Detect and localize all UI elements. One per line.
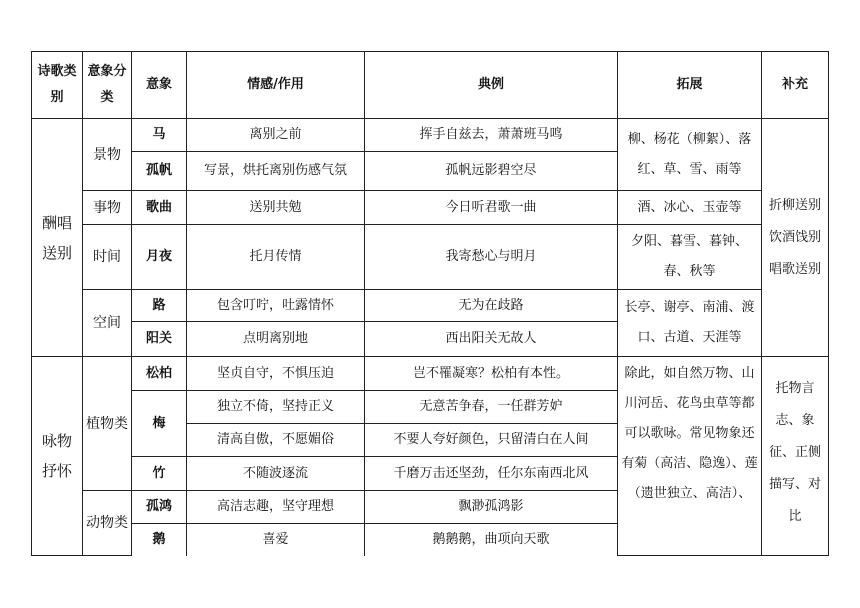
poetry-imagery-table: [31, 51, 829, 556]
image-cell: 梅: [132, 391, 187, 457]
emotion-cell: 托月传情: [187, 225, 365, 290]
emotion-cell: 离别之前: [187, 119, 365, 152]
subcategory-cell: 时间: [83, 225, 132, 290]
header-image-class: 意象分类: [83, 52, 132, 119]
subcategory-cell: 动物类: [83, 491, 132, 556]
image-cell: 鹅: [132, 524, 187, 556]
emotion-cell: 高洁志趣，坚守理想: [187, 491, 365, 524]
extension-cell: 夕阳、暮雪、暮钟、春、秋等: [618, 225, 762, 290]
table-row: [32, 119, 829, 152]
image-cell: 阳关: [132, 322, 187, 357]
table-row: [32, 191, 829, 225]
example-cell: 鹅鹅鹅，曲项向天歌: [365, 524, 618, 556]
image-cell: 松柏: [132, 357, 187, 391]
emotion-cell: 清高自傲，不愿媚俗: [187, 424, 365, 457]
example-cell: 飘渺孤鸿影: [365, 491, 618, 524]
image-cell: 路: [132, 290, 187, 322]
table-row: [32, 225, 829, 290]
example-cell: 西出阳关无故人: [365, 322, 618, 357]
header-example: 典例: [365, 52, 618, 119]
subcategory-cell: 景物: [83, 119, 132, 191]
image-cell: 孤帆: [132, 152, 187, 191]
example-cell: 今日听君歌一曲: [365, 191, 618, 225]
example-cell: 我寄愁心与明月: [365, 225, 618, 290]
example-cell: 无意苦争春，一任群芳妒: [365, 391, 618, 424]
example-cell: 孤帆远影碧空尽: [365, 152, 618, 191]
subcategory-cell: 植物类: [83, 357, 132, 491]
emotion-cell: 写景，烘托离别伤感气氛: [187, 152, 365, 191]
emotion-cell: 喜爱: [187, 524, 365, 556]
extension-cell: 酒、冰心、玉壶等: [618, 191, 762, 225]
category-cell: 咏物抒怀: [32, 357, 83, 556]
example-cell: 不要人夸好颜色，只留清白在人间: [365, 424, 618, 457]
header-extension: 拓展: [618, 52, 762, 119]
emotion-cell: 送别共勉: [187, 191, 365, 225]
extension-cell: 长亭、谢亭、南浦、渡口、古道、天涯等: [618, 290, 762, 357]
extension-cell: 柳、杨花（柳絮）、落红、草、雪、雨等: [618, 119, 762, 191]
example-cell: 岂不罹凝寒？松柏有本性。: [365, 357, 618, 391]
subcategory-cell: 事物: [83, 191, 132, 225]
supplement-cell: 折柳送别饮酒饯别唱歌送别: [762, 119, 829, 357]
example-cell: 挥手自兹去，萧萧班马鸣: [365, 119, 618, 152]
example-cell: 千磨万击还坚劲，任尔东南西北风: [365, 457, 618, 491]
header-supplement: 补充: [762, 52, 829, 119]
emotion-cell: 点明离别地: [187, 322, 365, 357]
image-cell: 歌曲: [132, 191, 187, 225]
header-image: 意象: [132, 52, 187, 119]
emotion-cell: 独立不倚，坚持正义: [187, 391, 365, 424]
category-cell: 酬唱送别: [32, 119, 83, 357]
emotion-cell: 包含叮咛，吐露情怀: [187, 290, 365, 322]
header-poem-category: 诗歌类别: [32, 52, 83, 119]
header-emotion: 情感/作用: [187, 52, 365, 119]
emotion-cell: 不随波逐流: [187, 457, 365, 491]
emotion-cell: 坚贞自守，不惧压迫: [187, 357, 365, 391]
subcategory-cell: 空间: [83, 290, 132, 357]
table-row: [32, 357, 829, 391]
supplement-cell: 托物言志、象征、正侧描写、对比: [762, 357, 829, 556]
image-cell: 竹: [132, 457, 187, 491]
image-cell: 月夜: [132, 225, 187, 290]
image-cell: 马: [132, 119, 187, 152]
image-cell: 孤鸿: [132, 491, 187, 524]
table-row: [32, 290, 829, 322]
extension-cell: 除此，如自然万物、山川河岳、花鸟虫草等都可以歌咏。常见物象还有菊（高洁、隐逸）、莲（遗世独立、高洁）、: [618, 357, 762, 556]
example-cell: 无为在歧路: [365, 290, 618, 322]
